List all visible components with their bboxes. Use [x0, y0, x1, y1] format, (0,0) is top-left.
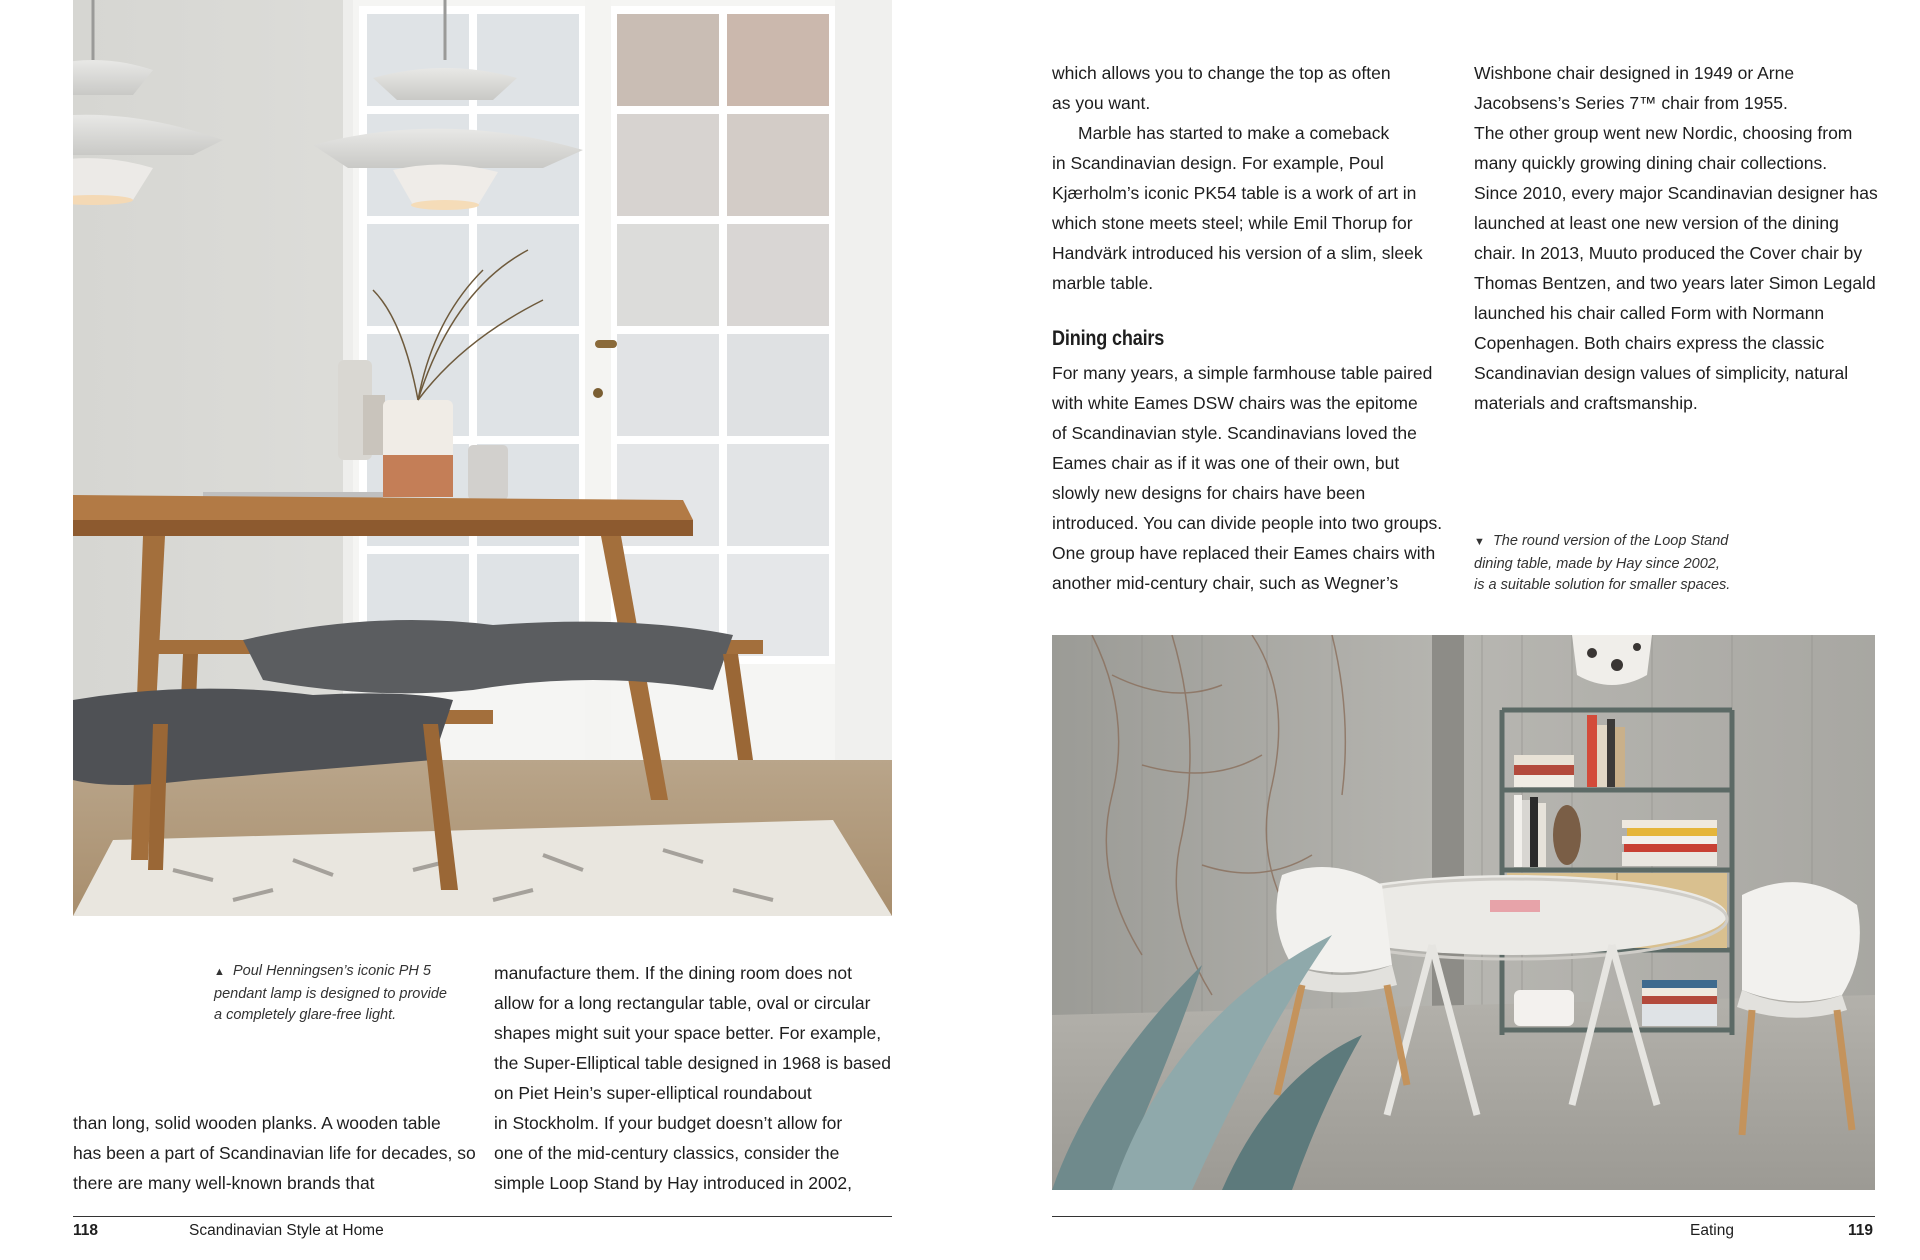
left-column-2: [494, 958, 894, 1198]
text-line: Marble has started to make a comeback: [1078, 123, 1390, 143]
text-line: there are many well-known brands that: [73, 1173, 375, 1193]
photo-loop-stand-table-outdoor: [1052, 635, 1875, 1190]
text-line: one of the mid-century classics, consider the: [494, 1143, 840, 1163]
text-line: with white Eames DSW chairs was the epitome: [1052, 393, 1418, 413]
text-line: which allows you to change the top as often: [1052, 63, 1391, 83]
text-line: on Piet Hein’s super-elliptical roundabout: [494, 1083, 812, 1103]
text-line: materials and craftsmanship.: [1474, 393, 1698, 413]
right-column-1-dining-chairs: [1052, 358, 1457, 598]
caption-line: dining table, made by Hay since 2002,: [1474, 555, 1720, 572]
caption-loop-stand-table: [1474, 531, 1774, 597]
footer-rule-right: [1052, 1216, 1875, 1217]
text-line: Since 2010, every major Scandinavian designer has: [1474, 183, 1878, 203]
text-line: slowly new designs for chairs have been: [1052, 483, 1366, 503]
text-line: Thomas Bentzen, and two years later Simon Legald: [1474, 273, 1876, 293]
text-line: simple Loop Stand by Hay introduced in 2002,: [494, 1173, 853, 1193]
footer-rule-left: [73, 1216, 892, 1217]
text-line: another mid-century chair, such as Wegner’s: [1052, 573, 1399, 593]
text-line: the Super-Elliptical table designed in 1968 is based: [494, 1053, 891, 1073]
text-line: Scandinavian design values of simplicity, natural: [1474, 363, 1849, 383]
right-column-1: [1052, 58, 1457, 298]
text-line: chair. In 2013, Muuto produced the Cover chair by: [1474, 243, 1863, 263]
text-line: in Stockholm. If your budget doesn’t allow for: [494, 1113, 843, 1133]
caption-line: pendant lamp is designed to provide: [214, 985, 447, 1002]
text-line: as you want.: [1052, 93, 1151, 113]
text-line: shapes might suit your space better. For example,: [494, 1023, 882, 1043]
text-line: has been a part of Scandinavian life for decades, so: [73, 1143, 476, 1163]
text-line: than long, solid wooden planks. A wooden table: [73, 1113, 441, 1133]
text-line: One group have replaced their Eames chairs with: [1052, 543, 1436, 563]
text-line: The other group went new Nordic, choosing from: [1474, 123, 1853, 143]
right-column-2: [1474, 58, 1884, 418]
page-number-right: 119: [1848, 1222, 1874, 1239]
text-line: marble table.: [1052, 273, 1154, 293]
photo-dining-room-ph5-lamps: [73, 0, 892, 916]
text-line: Eames chair as if it was one of their own, but: [1052, 453, 1400, 473]
text-line: For many years, a simple farmhouse table paired: [1052, 363, 1433, 383]
text-line: which stone meets steel; while Emil Thorup for: [1052, 213, 1413, 233]
running-title-right: Eating: [1690, 1222, 1734, 1239]
caption-line: Poul Henningsen’s iconic PH 5: [232, 963, 431, 979]
caption-line: The round version of the Loop Stand: [1492, 533, 1729, 549]
text-line: allow for a long rectangular table, oval or circular: [494, 993, 871, 1013]
triangle-down-icon: ▼: [1474, 536, 1485, 548]
text-line: launched his chair called Form with Normann: [1474, 303, 1825, 323]
page-number-left: 118: [73, 1222, 99, 1239]
running-title-left: Scandinavian Style at Home: [189, 1222, 384, 1239]
caption-ph5-lamp: [214, 961, 484, 1027]
text-line: Jacobsens’s Series 7™ chair from 1955.: [1474, 93, 1788, 113]
text-line: Wishbone chair designed in 1949 or Arne: [1474, 63, 1795, 83]
text-line: many quickly growing dining chair collections.: [1474, 153, 1828, 173]
text-line: Handvärk introduced his version of a slim, sleek: [1052, 243, 1423, 263]
text-line: launched at least one new version of the dining: [1474, 213, 1839, 233]
caption-line: is a suitable solution for smaller spaces.: [1474, 577, 1731, 593]
triangle-up-icon: ▲: [214, 966, 225, 978]
text-line: manufacture them. If the dining room does not: [494, 963, 852, 983]
text-line: in Scandinavian design. For example, Poul: [1052, 153, 1384, 173]
left-column-1: [73, 1108, 483, 1198]
text-line: Copenhagen. Both chairs express the classic: [1474, 333, 1825, 353]
text-line: of Scandinavian style. Scandinavians loved the: [1052, 423, 1417, 443]
text-line: Kjærholm’s iconic PK54 table is a work of art in: [1052, 183, 1417, 203]
caption-line: a completely glare-free light.: [214, 1007, 397, 1023]
section-heading-dining-chairs: Dining chairs: [1052, 327, 1165, 350]
text-line: introduced. You can divide people into two groups.: [1052, 513, 1443, 533]
